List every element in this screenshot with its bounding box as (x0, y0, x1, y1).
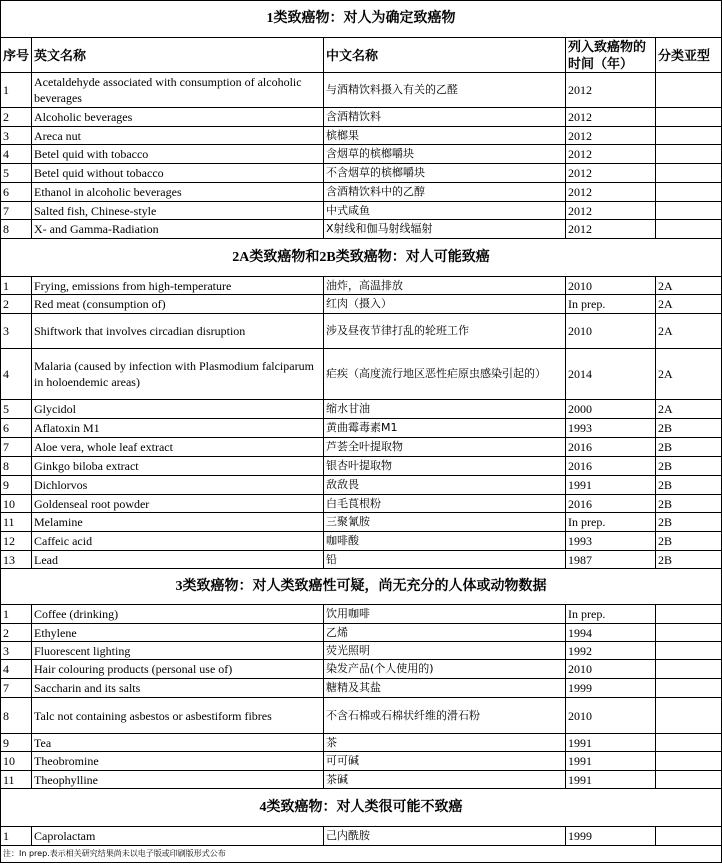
subtype (656, 698, 722, 734)
subtype (656, 771, 722, 789)
subtype: 2A (656, 295, 722, 314)
table-row (1, 220, 722, 239)
section-title: 1类致癌物：对人为确定致癌物 (1, 1, 722, 38)
row-index: 4 (1, 660, 32, 679)
chinese-name: 银杏叶提取物 (324, 457, 566, 476)
row-index: 6 (1, 419, 32, 438)
table-row (1, 127, 722, 145)
row-index: 3 (1, 642, 32, 660)
subtype: 2B (656, 551, 722, 569)
row-index: 6 (1, 183, 32, 202)
chinese-name: 荧光照明 (324, 642, 566, 660)
english-name: Betel quid without tobacco (32, 164, 324, 183)
row-index: 8 (1, 220, 32, 239)
english-name: Theophylline (32, 771, 324, 789)
table-row (1, 660, 722, 679)
row-index: 8 (1, 457, 32, 476)
table-row (1, 108, 722, 127)
listing-year: 1993 (566, 419, 656, 438)
english-name: Ethanol in alcoholic beverages (32, 183, 324, 202)
english-name: Frying, emissions from high-temperature (32, 277, 324, 295)
table-row (1, 771, 722, 789)
row-index: 1 (1, 605, 32, 624)
chinese-name: 茶 (324, 734, 566, 752)
row-index: 7 (1, 438, 32, 457)
listing-year: 2016 (566, 438, 656, 457)
english-name: Shiftwork that involves circadian disruption (32, 314, 324, 349)
row-index: 13 (1, 551, 32, 569)
listing-year: 1999 (566, 679, 656, 698)
section-title: 3类致癌物：对人类致癌性可疑，尚无充分的人体或动物数据 (1, 569, 722, 605)
listing-year: 2010 (566, 698, 656, 734)
subtype (656, 164, 722, 183)
english-name: Glycidol (32, 400, 324, 419)
subtype (656, 108, 722, 127)
table-row (1, 164, 722, 183)
footnote: 注：In prep.表示相关研究结果尚未以电子版或印刷版形式公布 (1, 846, 722, 863)
subtype: 2B (656, 513, 722, 532)
english-name: Betel quid with tobacco (32, 145, 324, 164)
row-index: 8 (1, 698, 32, 734)
chinese-name: 染发产品(个人使用的) (324, 660, 566, 679)
row-index: 2 (1, 108, 32, 127)
section-title-row (1, 789, 722, 827)
listing-year: 1991 (566, 771, 656, 789)
section-title-row (1, 569, 722, 605)
chinese-name: 疟疾（高度流行地区恶性疟原虫感染引起的） (324, 349, 566, 400)
chinese-name: 含烟草的槟榔嚼块 (324, 145, 566, 164)
subtype: 2B (656, 532, 722, 551)
english-name: Salted fish, Chinese-style (32, 202, 324, 220)
table-row (1, 532, 722, 551)
section-title: 2A类致癌物和2B类致癌物：对人可能致癌 (1, 239, 722, 277)
table-row (1, 476, 722, 495)
table-row (1, 624, 722, 642)
subtype (656, 827, 722, 846)
subtype: 2B (656, 495, 722, 513)
english-name: Aflatoxin M1 (32, 419, 324, 438)
table-row (1, 73, 722, 108)
listing-year: 1994 (566, 624, 656, 642)
table-row (1, 400, 722, 419)
table-row (1, 438, 722, 457)
listing-year: 2010 (566, 277, 656, 295)
chinese-name: 不含石棉或石棉状纤维的滑石粉 (324, 698, 566, 734)
subtype: 2B (656, 419, 722, 438)
subtype (656, 605, 722, 624)
listing-year: 1991 (566, 476, 656, 495)
chinese-name: 油炸，高温排放 (324, 277, 566, 295)
row-index: 7 (1, 202, 32, 220)
listing-year: 2010 (566, 314, 656, 349)
subtype (656, 624, 722, 642)
chinese-name: 不含烟草的槟榔嚼块 (324, 164, 566, 183)
chinese-name: 中式咸鱼 (324, 202, 566, 220)
subtype (656, 73, 722, 108)
listing-year: 2012 (566, 220, 656, 239)
chinese-name: 糖精及其盐 (324, 679, 566, 698)
english-name: Tea (32, 734, 324, 752)
english-name: Coffee (drinking) (32, 605, 324, 624)
listing-year: 2012 (566, 202, 656, 220)
table-row (1, 495, 722, 513)
english-name: Talc not containing asbestos or asbestiform fibres (32, 698, 324, 734)
row-index: 9 (1, 734, 32, 752)
section-title: 4类致癌物：对人类很可能不致癌 (1, 789, 722, 827)
subtype (656, 220, 722, 239)
subtype: 2A (656, 349, 722, 400)
english-name: X- and Gamma-Radiation (32, 220, 324, 239)
row-index: 1 (1, 827, 32, 846)
english-name: Fluorescent lighting (32, 642, 324, 660)
row-index: 12 (1, 532, 32, 551)
chinese-name: 黄曲霉毒素M1 (324, 419, 566, 438)
listing-year: 2012 (566, 145, 656, 164)
row-index: 3 (1, 314, 32, 349)
english-name: Ginkgo biloba extract (32, 457, 324, 476)
table-row (1, 202, 722, 220)
table-row (1, 419, 722, 438)
english-name: Red meat (consumption of) (32, 295, 324, 314)
chinese-name: 茶碱 (324, 771, 566, 789)
english-name: Ethylene (32, 624, 324, 642)
english-name: Hair colouring products (personal use of) (32, 660, 324, 679)
listing-year: 1987 (566, 551, 656, 569)
row-index: 1 (1, 73, 32, 108)
table-row (1, 295, 722, 314)
table-row (1, 314, 722, 349)
listing-year: 2000 (566, 400, 656, 419)
listing-year: 1999 (566, 827, 656, 846)
table-row (1, 752, 722, 771)
row-index: 2 (1, 295, 32, 314)
row-index: 4 (1, 349, 32, 400)
english-name: Theobromine (32, 752, 324, 771)
column-header-year: 列入致癌物的时间（年） (566, 38, 656, 73)
table-row (1, 277, 722, 295)
subtype: 2B (656, 457, 722, 476)
row-index: 5 (1, 164, 32, 183)
listing-year: 2014 (566, 349, 656, 400)
chinese-name: 芦荟全叶提取物 (324, 438, 566, 457)
listing-year: 1991 (566, 752, 656, 771)
english-name: Saccharin and its salts (32, 679, 324, 698)
row-index: 11 (1, 513, 32, 532)
listing-year: 2012 (566, 183, 656, 202)
listing-year: 2012 (566, 108, 656, 127)
table-row (1, 827, 722, 846)
table-row (1, 605, 722, 624)
table-row (1, 698, 722, 734)
subtype (656, 642, 722, 660)
listing-year: 1993 (566, 532, 656, 551)
listing-year: In prep. (566, 605, 656, 624)
subtype: 2A (656, 277, 722, 295)
footnote-row (1, 846, 722, 863)
chinese-name: 铅 (324, 551, 566, 569)
listing-year: In prep. (566, 295, 656, 314)
listing-year: 2010 (566, 660, 656, 679)
chinese-name: 缩水甘油 (324, 400, 566, 419)
chinese-name: 白毛茛根粉 (324, 495, 566, 513)
chinese-name: 红肉（摄入） (324, 295, 566, 314)
column-header-row (1, 38, 722, 73)
row-index: 10 (1, 495, 32, 513)
table-row (1, 349, 722, 400)
listing-year: 2012 (566, 127, 656, 145)
english-name: Malaria (caused by infection with Plasmodium falciparum in holoendemic areas) (32, 349, 324, 400)
subtype (656, 752, 722, 771)
chinese-name: 敌敌畏 (324, 476, 566, 495)
subtype: 2B (656, 438, 722, 457)
column-header-chinese: 中文名称 (324, 38, 566, 73)
listing-year: 1992 (566, 642, 656, 660)
chinese-name: X射线和伽马射线辐射 (324, 220, 566, 239)
english-name: Goldenseal root powder (32, 495, 324, 513)
listing-year: 2016 (566, 495, 656, 513)
english-name: Aloe vera, whole leaf extract (32, 438, 324, 457)
english-name: Melamine (32, 513, 324, 532)
chinese-name: 含酒精饮料中的乙醇 (324, 183, 566, 202)
table-row (1, 734, 722, 752)
subtype (656, 679, 722, 698)
chinese-name: 咖啡酸 (324, 532, 566, 551)
listing-year: 2012 (566, 73, 656, 108)
listing-year: 2012 (566, 164, 656, 183)
row-index: 3 (1, 127, 32, 145)
english-name: Caprolactam (32, 827, 324, 846)
subtype: 2A (656, 400, 722, 419)
table-row (1, 642, 722, 660)
listing-year: In prep. (566, 513, 656, 532)
table-row (1, 183, 722, 202)
listing-year: 2016 (566, 457, 656, 476)
subtype (656, 660, 722, 679)
table-row (1, 551, 722, 569)
table-row (1, 457, 722, 476)
row-index: 5 (1, 400, 32, 419)
section-title-row (1, 239, 722, 277)
english-name: Acetaldehyde associated with consumption of alcoholic beverages (32, 73, 324, 108)
row-index: 9 (1, 476, 32, 495)
table-row (1, 145, 722, 164)
subtype (656, 145, 722, 164)
row-index: 2 (1, 624, 32, 642)
english-name: Areca nut (32, 127, 324, 145)
english-name: Dichlorvos (32, 476, 324, 495)
row-index: 1 (1, 277, 32, 295)
row-index: 11 (1, 771, 32, 789)
table-row (1, 513, 722, 532)
column-header-english: 英文名称 (32, 38, 324, 73)
chinese-name: 可可碱 (324, 752, 566, 771)
english-name: Caffeic acid (32, 532, 324, 551)
listing-year: 1991 (566, 734, 656, 752)
english-name: Alcoholic beverages (32, 108, 324, 127)
subtype (656, 734, 722, 752)
chinese-name: 与酒精饮料摄入有关的乙醛 (324, 73, 566, 108)
section-title-row (1, 1, 722, 38)
column-header-index: 序号 (1, 38, 32, 73)
subtype (656, 127, 722, 145)
subtype (656, 202, 722, 220)
chinese-name: 涉及昼夜节律打乱的轮班工作 (324, 314, 566, 349)
column-header-subtype: 分类亚型 (656, 38, 722, 73)
subtype: 2B (656, 476, 722, 495)
chinese-name: 己内酰胺 (324, 827, 566, 846)
chinese-name: 含酒精饮料 (324, 108, 566, 127)
chinese-name: 三聚氰胺 (324, 513, 566, 532)
table-row (1, 679, 722, 698)
chinese-name: 槟榔果 (324, 127, 566, 145)
row-index: 4 (1, 145, 32, 164)
subtype (656, 183, 722, 202)
english-name: Lead (32, 551, 324, 569)
subtype: 2A (656, 314, 722, 349)
chinese-name: 乙烯 (324, 624, 566, 642)
row-index: 7 (1, 679, 32, 698)
chinese-name: 饮用咖啡 (324, 605, 566, 624)
row-index: 10 (1, 752, 32, 771)
